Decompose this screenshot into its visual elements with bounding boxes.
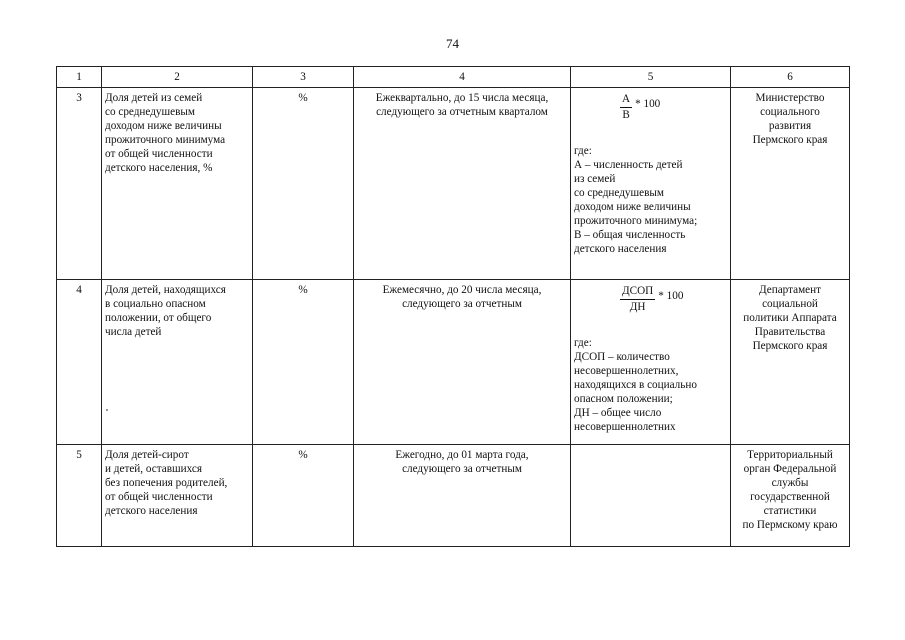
indicator-line: Доля детей из семей <box>105 92 203 104</box>
formula-explanation <box>574 144 727 256</box>
reporting-period <box>354 445 571 547</box>
indicator-name <box>102 280 253 445</box>
row-number: 4 <box>57 280 102 445</box>
explanation-line: доходом ниже величины <box>574 201 691 213</box>
indicator-line: детского населения <box>105 505 198 517</box>
fraction <box>620 93 632 122</box>
indicator-line: Доля детей, находящихся <box>105 284 226 296</box>
responsible-line: службы <box>771 477 809 489</box>
scan-speck <box>106 409 108 411</box>
explanation-line: ДСОП – количество <box>574 351 670 363</box>
formula-explanation <box>574 336 727 434</box>
column-header: 4 <box>354 67 571 88</box>
period-line: Ежеквартально, до 15 числа месяца, <box>375 92 549 104</box>
indicator-line: от общей численности <box>105 148 213 160</box>
explanation-line: ДН – общее число <box>574 407 662 419</box>
multiplier: * 100 <box>658 289 684 302</box>
responsible-body <box>731 280 850 445</box>
calculation-formula <box>571 280 731 445</box>
row-number: 5 <box>57 445 102 547</box>
fraction <box>620 285 655 314</box>
responsible-line: Министерство <box>755 92 825 104</box>
unit: % <box>253 88 354 280</box>
calculation-formula <box>571 88 731 280</box>
calculation-formula <box>571 445 731 547</box>
indicator-line: числа детей <box>105 326 162 338</box>
table-row <box>57 280 850 445</box>
indicator-line: детского населения, % <box>105 162 213 174</box>
indicator-table <box>56 66 850 547</box>
denominator: В <box>622 109 630 121</box>
explanation-line: где: <box>574 337 592 349</box>
responsible-line: Территориальный <box>747 449 833 461</box>
indicator-line: со среднедушевым <box>105 106 195 118</box>
period-line: следующего за отчетным <box>402 463 522 475</box>
indicator-line: и детей, оставшихся <box>105 463 202 475</box>
indicator-line: доходом ниже величины <box>105 120 222 132</box>
numerator: А <box>620 93 632 108</box>
responsible-line: государственной <box>750 491 830 503</box>
period-line: следующего за отчетным кварталом <box>376 106 548 118</box>
page-number: 74 <box>446 36 459 51</box>
period-line: Ежегодно, до 01 марта года, <box>395 449 529 461</box>
responsible-line: политики Аппарата <box>743 312 837 324</box>
responsible-line: социальной <box>762 298 818 310</box>
explanation-line: находящихся в социально <box>574 379 697 391</box>
reporting-period <box>354 280 571 445</box>
responsible-line: Пермского края <box>752 134 828 146</box>
responsible-body <box>731 88 850 280</box>
period-line: следующего за отчетным <box>402 298 522 310</box>
indicator-line: от общей численности <box>105 491 213 503</box>
formula <box>620 285 727 314</box>
explanation-line: А – численность детей <box>574 159 683 171</box>
indicator-line: Доля детей-сирот <box>105 449 189 461</box>
row-number: 3 <box>57 88 102 280</box>
table-row <box>57 445 850 547</box>
explanation-line: где: <box>574 145 592 157</box>
responsible-line: развития <box>768 120 812 132</box>
indicator-line: без попечения родителей, <box>105 477 228 489</box>
numerator: ДСОП <box>620 285 655 300</box>
column-header: 3 <box>253 67 354 88</box>
explanation-line: несовершеннолетних <box>574 421 676 433</box>
explanation-line: детского населения <box>574 243 667 255</box>
column-header: 6 <box>731 67 850 88</box>
table-row <box>57 88 850 280</box>
responsible-body <box>731 445 850 547</box>
explanation-line: прожиточного минимума; <box>574 215 698 227</box>
unit: % <box>253 445 354 547</box>
column-header: 1 <box>57 67 102 88</box>
reporting-period <box>354 88 571 280</box>
explanation-line: из семей <box>574 173 616 185</box>
explanation-line: В – общая численность <box>574 229 686 241</box>
explanation-line: несовершеннолетних, <box>574 365 679 377</box>
indicator-name <box>102 88 253 280</box>
responsible-line: Правительства <box>754 326 826 338</box>
indicator-name <box>102 445 253 547</box>
responsible-line: статистики <box>763 505 817 517</box>
responsible-line: социального <box>760 106 820 118</box>
unit: % <box>253 280 354 445</box>
column-header: 5 <box>571 67 731 88</box>
multiplier: * 100 <box>635 97 661 110</box>
indicator-line: в социально опасном <box>105 298 206 310</box>
formula <box>620 93 727 122</box>
explanation-line: опасном положении; <box>574 393 673 405</box>
responsible-line: Департамент <box>758 284 822 296</box>
header-row <box>57 67 850 88</box>
responsible-line: Пермского края <box>752 340 828 352</box>
period-line: Ежемесячно, до 20 числа месяца, <box>382 284 542 296</box>
responsible-line: орган Федеральной <box>743 463 837 475</box>
indicator-line: положении, от общего <box>105 312 212 324</box>
indicator-line: прожиточного минимума <box>105 134 226 146</box>
responsible-line: по Пермскому краю <box>742 519 838 531</box>
denominator: ДН <box>629 301 646 313</box>
explanation-line: со среднедушевым <box>574 187 664 199</box>
column-header: 2 <box>102 67 253 88</box>
